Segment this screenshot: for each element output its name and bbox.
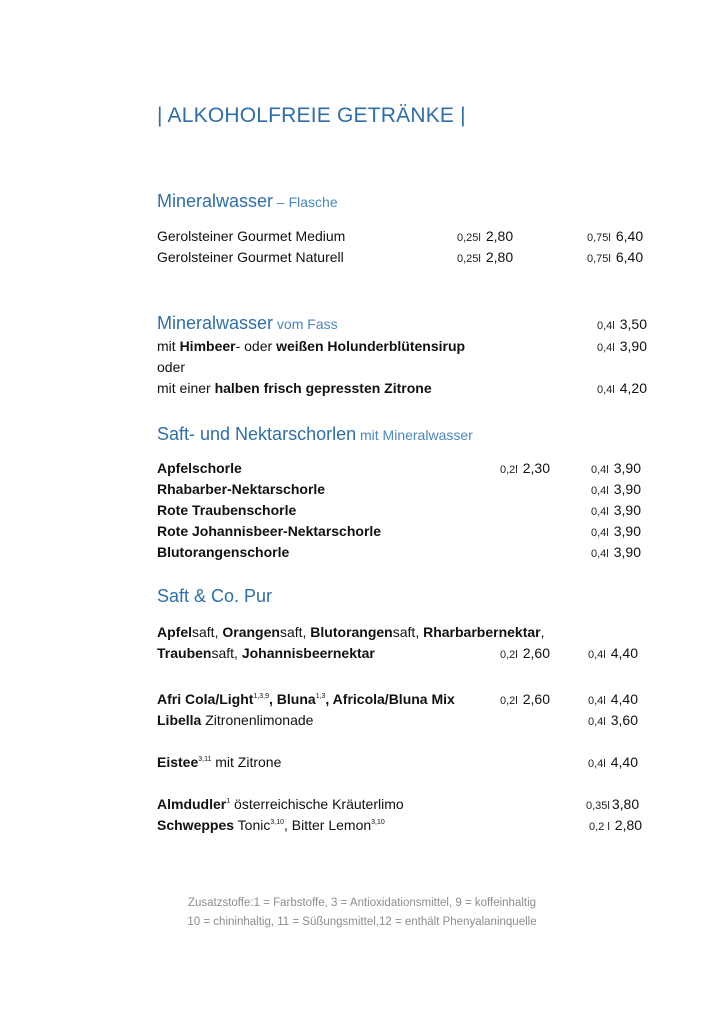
item-price-large bbox=[587, 249, 643, 267]
item-name: Rhabarber-Nektarschorle bbox=[157, 481, 326, 497]
volume: 0,4l bbox=[591, 464, 609, 476]
additive-note: 1 bbox=[226, 798, 231, 805]
text-bold: , Bluna bbox=[269, 691, 316, 707]
price: 4,40 bbox=[610, 645, 638, 661]
volume: 0,4l bbox=[588, 695, 606, 707]
text: saft, bbox=[279, 624, 311, 640]
item-zitrone bbox=[157, 380, 432, 396]
text-bold: Apfel bbox=[157, 624, 192, 640]
volume: 0,75l bbox=[587, 232, 611, 244]
text-bold: Johannisbeernektar bbox=[241, 645, 375, 661]
price: 2,80 bbox=[614, 817, 643, 833]
item-price bbox=[597, 338, 647, 356]
item-afri-cola bbox=[157, 691, 455, 707]
page-title: | ALKOHOLFREIE GETRÄNKE | bbox=[157, 104, 466, 127]
price: 4,20 bbox=[619, 380, 647, 396]
volume: 0,4l bbox=[588, 649, 606, 661]
item-name: Gerolsteiner Gourmet Naturell bbox=[157, 249, 344, 265]
price: 6,40 bbox=[615, 228, 644, 244]
text: mit einer bbox=[157, 380, 215, 396]
text: saft, bbox=[192, 624, 223, 640]
price: 2,30 bbox=[522, 460, 550, 476]
item-almdudler bbox=[157, 796, 404, 812]
price: 3,50 bbox=[619, 316, 647, 332]
price: 3,80 bbox=[611, 796, 640, 812]
text-bold: Eistee bbox=[157, 754, 199, 770]
price: 3,60 bbox=[610, 712, 638, 728]
text: saft, bbox=[211, 645, 242, 661]
item-price-small bbox=[500, 691, 550, 709]
item-saefte-line1 bbox=[157, 624, 545, 640]
price: 2,80 bbox=[485, 249, 514, 265]
item-price bbox=[591, 502, 641, 520]
item-price bbox=[588, 691, 638, 709]
section-heading: Saft & Co. Pur bbox=[157, 586, 273, 606]
item-price bbox=[589, 817, 642, 835]
volume: 0,25l bbox=[457, 253, 481, 265]
price: 3,90 bbox=[613, 460, 641, 476]
volume: 0,4l bbox=[597, 384, 615, 396]
text: saft, bbox=[392, 624, 424, 640]
volume: 0,2 l bbox=[589, 821, 610, 833]
item-price bbox=[588, 754, 638, 772]
item-sirup bbox=[157, 338, 465, 354]
item-name: Rote Johannisbeer-Nektarschorle bbox=[157, 523, 382, 539]
item-price-small bbox=[457, 228, 513, 246]
item-price bbox=[591, 481, 641, 499]
additive-note: 1,3 bbox=[315, 693, 326, 700]
footer-additives-line2: 10 = chininhaltig, 11 = Süßungsmittel,12 = enthält Phenyalaninquelle bbox=[187, 916, 537, 928]
item-price bbox=[588, 712, 638, 730]
text: mit bbox=[157, 338, 180, 354]
volume: 0,4l bbox=[597, 320, 615, 332]
volume: 0,4l bbox=[591, 506, 609, 518]
volume: 0,75l bbox=[587, 253, 611, 265]
section-subheading: vom Fass bbox=[273, 316, 338, 332]
text: Tonic bbox=[234, 817, 271, 833]
volume: 0,4l bbox=[597, 342, 615, 354]
price: 3,90 bbox=[613, 481, 641, 497]
text-bold: Blutorangen bbox=[310, 624, 393, 640]
text: mit Zitrone bbox=[211, 754, 282, 770]
text: österreichische Kräuterlimo bbox=[230, 796, 404, 812]
price: 2,60 bbox=[522, 645, 550, 661]
text-bold: Rharbarbernektar bbox=[423, 624, 541, 640]
price: 4,40 bbox=[610, 691, 638, 707]
price: 3,90 bbox=[613, 502, 641, 518]
price: 2,80 bbox=[485, 228, 514, 244]
item-price-small bbox=[500, 645, 550, 663]
volume: 0,2l bbox=[500, 649, 518, 661]
item-name: Rote Traubenschorle bbox=[157, 502, 297, 518]
text-oder: oder bbox=[157, 359, 186, 375]
item-price bbox=[591, 523, 641, 541]
volume: 0,2l bbox=[500, 695, 518, 707]
item-name: Apfelschorle bbox=[157, 460, 242, 476]
text-bold: Almdudler bbox=[157, 796, 227, 812]
price: 3,90 bbox=[613, 544, 641, 560]
price: 2,60 bbox=[522, 691, 550, 707]
additive-note: 3,10 bbox=[270, 819, 284, 826]
item-libella bbox=[157, 712, 313, 728]
section-schorlen bbox=[157, 424, 473, 445]
volume: 0,4l bbox=[591, 548, 609, 560]
text-bold: Libella bbox=[157, 712, 202, 728]
section-subheading: mit Mineralwasser bbox=[356, 427, 473, 443]
item-name: Gerolsteiner Gourmet Medium bbox=[157, 228, 346, 244]
item-price-small bbox=[500, 460, 550, 478]
price: 4,40 bbox=[610, 754, 638, 770]
price: 3,90 bbox=[619, 338, 647, 354]
section-mineralwasser-flasche bbox=[157, 191, 338, 212]
text: , Bitter Lemon bbox=[283, 817, 372, 833]
text-bold: Trauben bbox=[157, 645, 212, 661]
section-heading: Mineralwasser bbox=[157, 191, 274, 211]
volume: 0,4l bbox=[588, 758, 606, 770]
text-bold: Orangen bbox=[222, 624, 280, 640]
item-price-large bbox=[587, 228, 643, 246]
volume: 0,2l bbox=[500, 464, 518, 476]
item-price bbox=[586, 796, 639, 814]
text-bold: Afri Cola/Light bbox=[157, 691, 254, 707]
footer-additives-line1: Zusatzstoffe:1 = Farbstoffe, 3 = Antioxidationsmittel, 9 = koffeinhaltig bbox=[187, 897, 537, 909]
additive-note: 3,11 bbox=[198, 756, 212, 763]
item-price bbox=[588, 645, 638, 663]
text-bold: weißen Holunderblütensirup bbox=[276, 338, 466, 354]
item-price bbox=[597, 316, 647, 334]
volume: 0,4l bbox=[588, 716, 606, 728]
text-bold: Himbeer bbox=[179, 338, 236, 354]
additive-note: 3,10 bbox=[371, 819, 385, 826]
price: 6,40 bbox=[615, 249, 644, 265]
text: - oder bbox=[235, 338, 277, 354]
additive-note: 1,3,9 bbox=[253, 693, 270, 700]
volume: 0,4l bbox=[591, 527, 609, 539]
text: Zitronenlimonade bbox=[201, 712, 314, 728]
volume: 0,25l bbox=[457, 232, 481, 244]
volume: 0,4l bbox=[591, 485, 609, 497]
item-price bbox=[591, 544, 641, 562]
item-eistee bbox=[157, 754, 281, 770]
volume: 0,35l bbox=[586, 800, 610, 812]
text: , bbox=[540, 624, 545, 640]
item-price bbox=[597, 380, 647, 398]
price: 3,90 bbox=[613, 523, 641, 539]
section-subheading: – Flasche bbox=[273, 194, 338, 210]
section-heading: Mineralwasser bbox=[157, 313, 274, 333]
item-schweppes bbox=[157, 817, 385, 833]
item-price-small bbox=[457, 249, 513, 267]
text-bold: Schweppes bbox=[157, 817, 235, 833]
item-name: Blutorangenschorle bbox=[157, 544, 290, 560]
text-bold: halben frisch gepressten Zitrone bbox=[214, 380, 432, 396]
text-bold: , Africola/Bluna Mix bbox=[325, 691, 455, 707]
section-heading: Saft- und Nektarschorlen bbox=[157, 424, 357, 444]
item-price bbox=[591, 460, 641, 478]
item-saefte-line2 bbox=[157, 645, 375, 661]
section-mineralwasser-fass bbox=[157, 313, 338, 334]
